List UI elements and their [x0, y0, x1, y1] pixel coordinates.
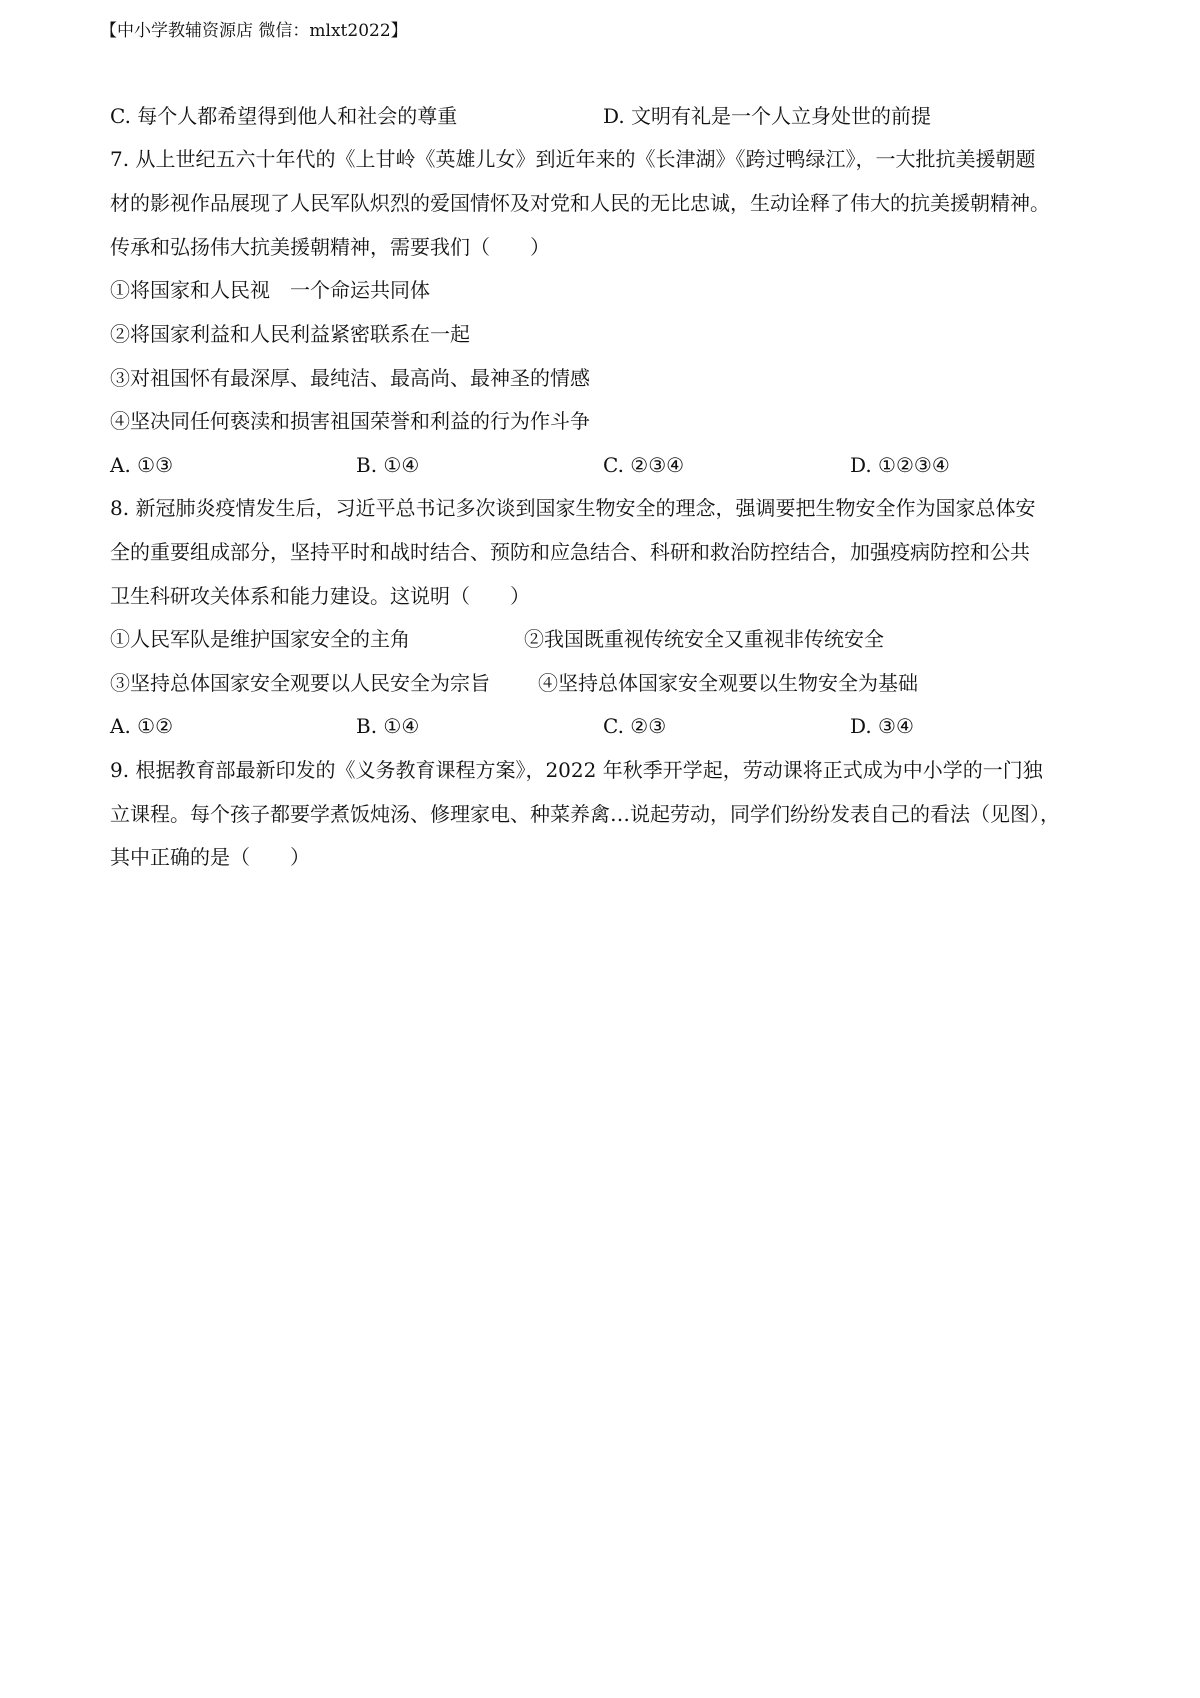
q7-option-d: D. ①②③④ — [850, 453, 950, 477]
q8-option-d: D. ③④ — [850, 714, 914, 738]
q7-statement-2: ②将国家利益和人民利益紧密联系在一起 — [110, 322, 470, 346]
q7-statement-3: ③对祖国怀有最深厚、最纯洁、最高尚、最神圣的情感 — [110, 366, 590, 390]
q8-option-b: B. ①④ — [356, 714, 420, 738]
q9-stem-line-1: 9. 根据教育部最新印发的《义务教育课程方案》，2022 年秋季开学起，劳动课将正式成为中小学的一门独 — [110, 758, 1043, 782]
q7-statement-1: ①将国家和人民视 一个命运共同体 — [110, 278, 430, 302]
q8-statement-1: ①人民军队是维护国家安全的主角 — [110, 627, 410, 651]
watermark-header: 【中小学教辅资源店 微信：mlxt2022】 — [100, 21, 408, 41]
q8-statement-4: ④坚持总体国家安全观要以生物安全为基础 — [538, 671, 918, 695]
q9-stem-line-3: 其中正确的是（ ） — [110, 845, 310, 869]
q7-stem-line-2: 材的影视作品展现了人民军队炽烈的爱国情怀及对党和人民的无比忠诚，生动诠释了伟大的抗美援朝精神。 — [110, 191, 1050, 215]
q8-stem-line-1: 8. 新冠肺炎疫情发生后，习近平总书记多次谈到国家生物安全的理念，强调要把生物安全作为国家总体安 — [110, 496, 1036, 520]
q8-statement-3: ③坚持总体国家安全观要以人民安全为宗旨 — [110, 671, 490, 695]
q7-option-b: B. ①④ — [356, 453, 420, 477]
q8-option-c: C. ②③ — [603, 714, 667, 738]
q8-stem-line-2: 全的重要组成部分，坚持平时和战时结合、预防和应急结合、科研和救治防控结合，加强疫病防控和公共 — [110, 540, 1030, 564]
q7-option-a: A. ①③ — [110, 453, 174, 477]
q8-stem-line-3: 卫生科研攻关体系和能力建设。这说明（ ） — [110, 584, 530, 608]
q7-option-c: C. ②③④ — [603, 453, 685, 477]
q8-option-a: A. ①② — [110, 714, 174, 738]
q9-stem-line-2: 立课程。每个孩子都要学煮饭炖汤、修理家电、种菜养禽…说起劳动，同学们纷纷发表自己的看法（见图）， — [110, 802, 1060, 826]
q7-stem-line-3: 传承和弘扬伟大抗美援朝精神，需要我们（ ） — [110, 235, 550, 259]
q7-statement-4: ④坚决同任何亵渎和损害祖国荣誉和利益的行为作斗争 — [110, 409, 590, 433]
q6-option-d: D. 文明有礼是一个人立身处世的前提 — [603, 104, 932, 128]
q8-statement-2: ②我国既重视传统安全又重视非传统安全 — [524, 627, 884, 651]
q7-stem-line-1: 7. 从上世纪五六十年代的《上甘岭《英雄儿女》到近年来的《长津湖》《跨过鸭绿江》，一大批抗美援朝题 — [110, 147, 1036, 171]
q6-option-c: C. 每个人都希望得到他人和社会的尊重 — [110, 104, 458, 128]
